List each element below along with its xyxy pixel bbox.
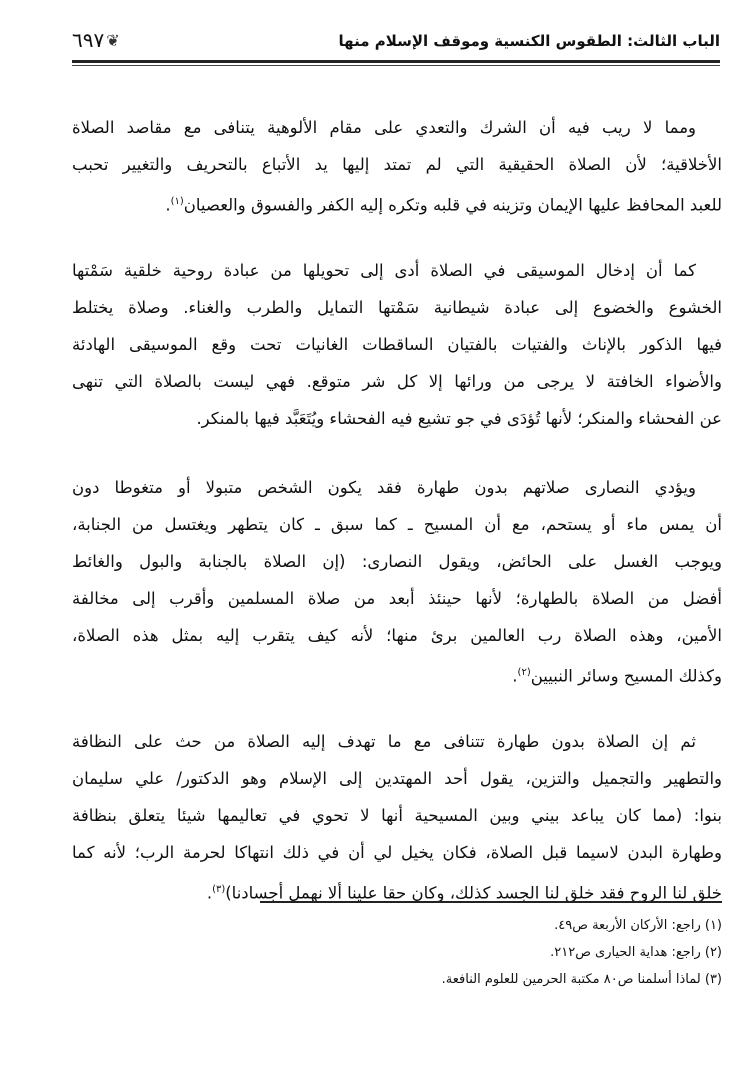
page-number-block: [72, 28, 120, 52]
footnote-separator: [260, 901, 722, 903]
text-line: وطهارة البدن لاسيما قبل الصلاة، فكان يخيل لي أن في ذلك انتهاكا لحرمة الرب؛ لأنه كما: [72, 843, 722, 862]
footnote-ref: (٣): [212, 884, 226, 895]
text-line: الأمين، وهذه الصلاة رب العالمين برئ منها؛ لأنه كيف يتقرب إليه بمثل هذه الصلاة،: [72, 626, 722, 645]
page-number: ٦٩٧: [72, 28, 105, 52]
paragraph-1: [72, 109, 722, 220]
paragraph-2: [72, 252, 722, 437]
text-line: عن الفحشاء والمنكر؛ لأنها تُؤدَى في جو تشيع فيه الفحشاء ويُتَعَبَّد فيها بالمنكر.: [196, 409, 722, 428]
text-line: الخشوع والخضوع إلى عبادة شيطانية سَمْتها التمايل والطرب والغناء. وصلاة يختلط: [72, 298, 722, 317]
text-line: خلق لنا الروح فقد خلق لنا الجسد كذلك، وكان حقا علينا ألا نهمل أجسادنا)$^{(٣)}$.: [206, 883, 722, 903]
text-line: فيها الذكور بالإناث والفتيات بالفتيان الساقطات الغانيات تحت وقع الموسيقى الهادئة: [72, 335, 722, 354]
text-line: كما أن إدخال الموسيقى في الصلاة أدى إلى تحويلها من عبادة روحية خلقية سَمْتها: [72, 261, 696, 280]
paragraph-4: [72, 723, 722, 908]
text-line: أن يمس ماء أو يستحم، مع أن المسيح ـ كما سبق ـ كان يتطهر ويغتسل من الجنابة،: [72, 515, 722, 534]
text-line-content: وكذلك المسيح وسائر النبيين: [530, 666, 722, 686]
footnote-ref: (١): [170, 196, 184, 207]
text-line: الأخلاقية؛ لأن الصلاة الحقيقية التي لم تمتد إليها يد الأتباع بالتحريف والتغيير تحبب: [72, 155, 722, 174]
text-line: والأضواء الخافتة لا يرجى من ورائها إلا كل شر متوقع. فهي ليست بالصلاة التي تنهى: [72, 372, 722, 391]
chapter-title: الباب الثالث: الطقوس الكنسية وموقف الإسلام منها: [338, 32, 720, 50]
footnote-1: (١) راجع: الأركان الأربعة ص٤٩.: [554, 918, 722, 933]
text-line: للعبد المحافظ عليها الإيمان وتزينه في قلبه وتكره إليه الكفر والفسوق والعصيان$^{(١)}$.: [165, 195, 722, 215]
text-line: ومما لا ريب فيه أن الشرك والتعدي على مقام الألوهية يتنافى مع مقاصد الصلاة: [72, 118, 696, 137]
text-line: ثم إن الصلاة بدون طهارة تتنافى مع ما تهدف إليه الصلاة من حث على النظافة: [72, 732, 696, 751]
header-rule: [72, 60, 720, 63]
text-line: ويوجب الغسل على الحائض، ويقول النصارى: (إن الصلاة بالجنابة والبول والغائط: [72, 552, 722, 571]
text-line: وكذلك المسيح وسائر النبيين$^{(٢)}$.: [512, 666, 722, 686]
header-rule-thin: [72, 65, 720, 66]
floral-ornament-icon: ❦: [106, 30, 120, 50]
text-line: أفضل من الصلاة بالطهارة؛ لأنها حينئذ أبعد من صلاة المسلمين وأقرب إلى مخالفة: [72, 589, 722, 608]
footnotes: [442, 912, 722, 993]
footnote-ref: (٢): [517, 667, 531, 678]
footnote-2: (٢) راجع: هداية الحيارى ص٢١٢.: [550, 945, 722, 960]
text-line-content: خلق لنا الروح فقد خلق لنا الجسد كذلك، وكان حقا علينا ألا نهمل أجسادنا): [225, 883, 722, 903]
text-line-content: للعبد المحافظ عليها الإيمان وتزينه في قلبه وتكره إليه الكفر والفسوق والعصيان: [183, 195, 722, 215]
text-line: ويؤدي النصارى صلاتهم بدون طهارة فقد يكون الشخص متبولا أو متغوطا دون: [72, 478, 696, 497]
paragraph-3: [72, 469, 722, 691]
footnote-3: (٣) لماذا أسلمنا ص٨٠ مكتبة الحرمين للعلوم النافعة.: [441, 972, 722, 987]
text-line: بنوا: (مما كان يباعد بيني وبين المسيحية أنها لا تحوي في تعاليمها شيئا يتعلق بنظافة: [72, 806, 722, 825]
text-line: والتطهير والتجميل والتزين، يقول أحد المهتدين إلى الإسلام وهو الدكتور/ علي سليمان: [72, 769, 722, 788]
main-text: [72, 109, 722, 940]
running-header: [72, 28, 720, 58]
